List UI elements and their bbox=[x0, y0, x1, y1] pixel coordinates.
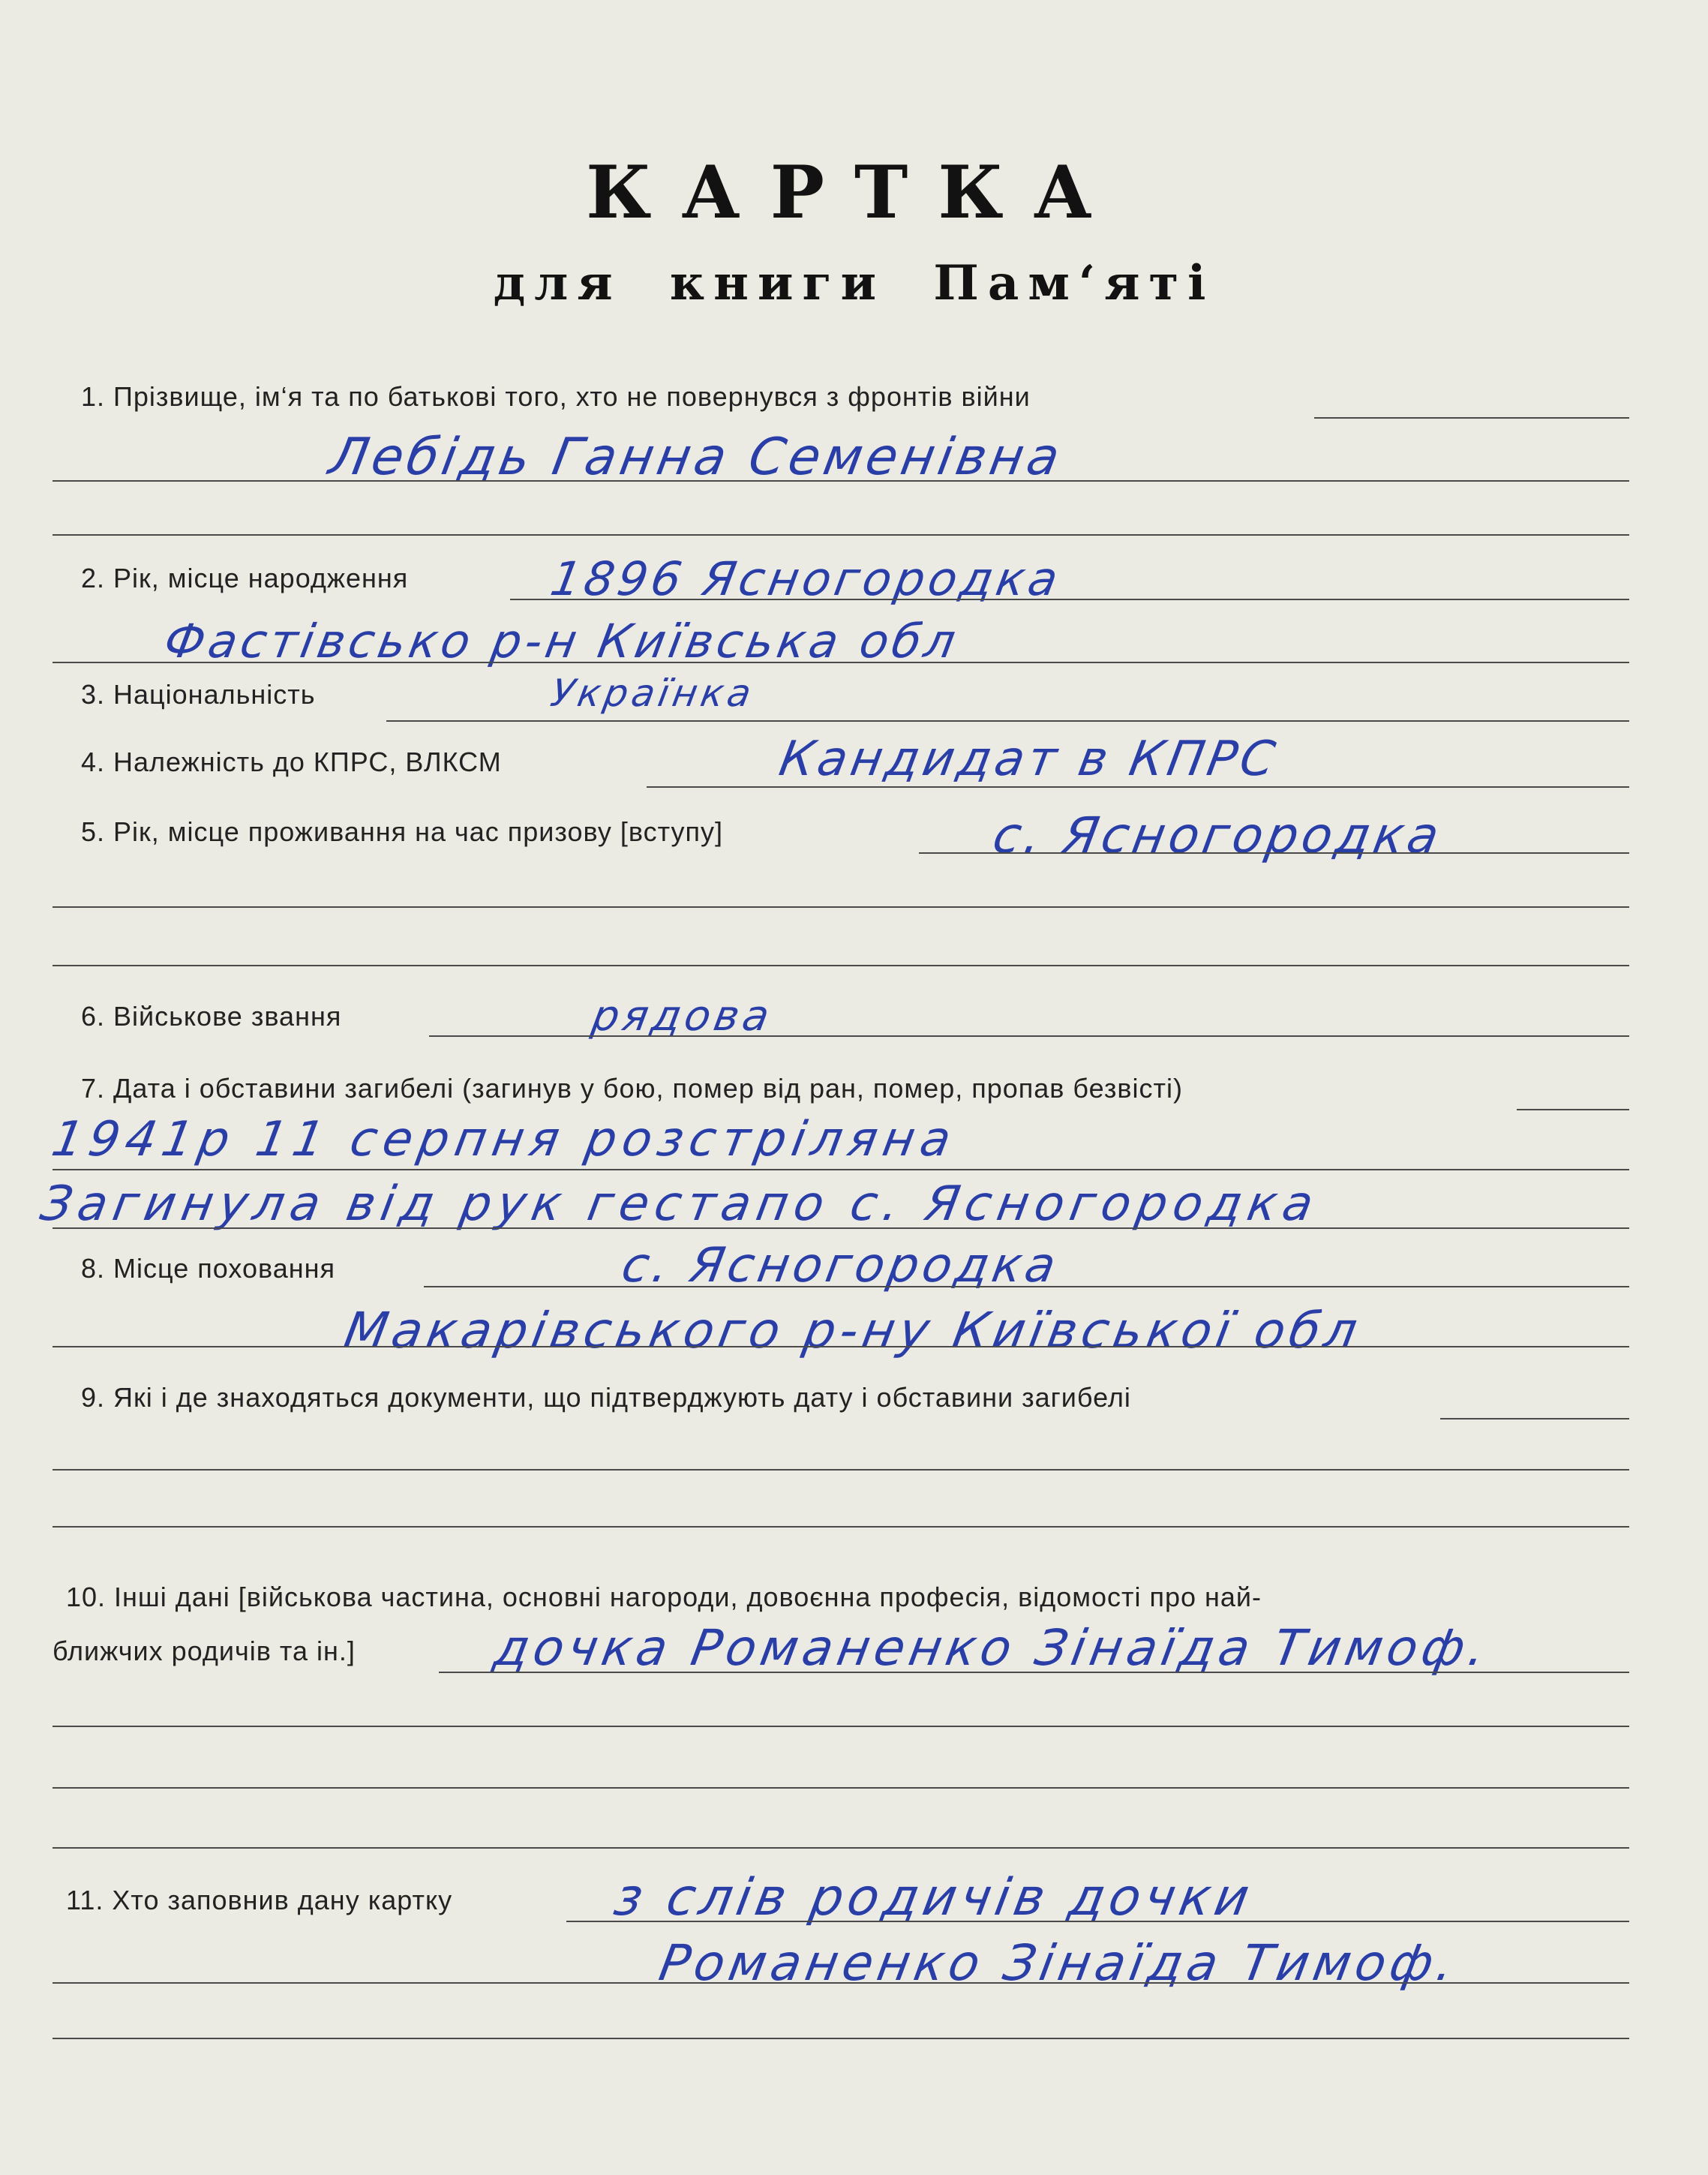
field-11-label: 11. Хто заповнив дану картку bbox=[66, 1885, 453, 1915]
field-6-value: рядова bbox=[588, 992, 777, 1041]
field-7-line-2 bbox=[53, 1169, 1629, 1170]
field-2-line bbox=[510, 599, 1629, 600]
field-6-label: 6. Військове звання bbox=[81, 1001, 342, 1032]
field-2-value-line1: 1896 Ясногородка bbox=[546, 551, 1066, 606]
field-1-line-2 bbox=[53, 480, 1629, 482]
field-2-value-line2: Фастівсько р-н Київська обл bbox=[160, 614, 964, 668]
field-8-value-line2: Макарівського р-ну Київської обл bbox=[340, 1302, 1366, 1359]
field-10-line bbox=[439, 1672, 1629, 1673]
field-3-value: Українка bbox=[547, 671, 758, 715]
field-5-line-2 bbox=[53, 906, 1629, 908]
field-11-line-3 bbox=[53, 2038, 1629, 2039]
field-5-line-3 bbox=[53, 965, 1629, 966]
field-2-line-2 bbox=[53, 662, 1629, 663]
field-7-line bbox=[1517, 1109, 1629, 1110]
field-10-line-4 bbox=[53, 1847, 1629, 1849]
field-11-value-line2: Романенко Зінаїда Тимоф. bbox=[655, 1934, 1463, 1992]
card-title: КАРТКА bbox=[586, 150, 1122, 235]
field-8-line-2 bbox=[53, 1346, 1629, 1347]
field-5-value: с. Ясногородка bbox=[989, 807, 1447, 864]
field-9-label: 9. Які і де знаходяться документи, що підтверджують дату і обставини загибелі bbox=[81, 1382, 1131, 1413]
field-5-line bbox=[919, 852, 1629, 854]
field-11-value-line1: з слів родичів дочки bbox=[610, 1868, 1258, 1927]
field-2-label: 2. Рік, місце народження bbox=[81, 563, 409, 593]
field-7-value-line1: 1941р 11 серпня розстріляна bbox=[47, 1112, 962, 1167]
field-9-line bbox=[1440, 1418, 1629, 1419]
field-4-value: Кандидат в КПРС bbox=[775, 732, 1283, 787]
field-8-label: 8. Місце поховання bbox=[81, 1253, 335, 1284]
field-4-line bbox=[647, 786, 1629, 788]
field-8-value-line1: с. Ясногородка bbox=[617, 1238, 1064, 1293]
field-7-line-3 bbox=[53, 1227, 1629, 1229]
field-10-line-2 bbox=[53, 1726, 1629, 1727]
field-1-line bbox=[1314, 417, 1629, 419]
field-5-label: 5. Рік, місце проживання на час призову [вступу] bbox=[81, 816, 723, 847]
field-4-label: 4. Належність до КПРС, ВЛКСМ bbox=[81, 747, 502, 777]
field-3-label: 3. Національність bbox=[81, 679, 316, 710]
field-7-label: 7. Дата і обставини загибелі (загинув у бою, помер від ран, помер, пропав безвісті) bbox=[81, 1073, 1183, 1104]
field-9-line-2 bbox=[53, 1469, 1629, 1471]
field-6-line bbox=[429, 1035, 1629, 1037]
field-10-line-3 bbox=[53, 1787, 1629, 1789]
field-1-line-3 bbox=[53, 534, 1629, 536]
field-7-value-line2: Загинула від рук гестапо с. Ясногородка bbox=[36, 1176, 1324, 1232]
field-10-label-line1: 10. Інші дані [військова частина, основні нагороди, довоєнна професія, відомості про най- bbox=[66, 1582, 1262, 1612]
field-8-line bbox=[424, 1286, 1629, 1287]
field-11-line bbox=[566, 1921, 1629, 1922]
field-9-line-3 bbox=[53, 1526, 1629, 1528]
field-10-value: дочка Романенко Зінаїда Тимоф. bbox=[490, 1619, 1495, 1677]
field-10-label-line2: ближчих родичів та ін.] bbox=[53, 1636, 356, 1666]
field-11-line-2 bbox=[53, 1982, 1629, 1984]
field-1-label: 1. Прізвище, ім‘я та по батькові того, хто не повернувся з фронтів війни bbox=[81, 381, 1031, 412]
field-1-value: Лебідь Ганна Семенівна bbox=[325, 428, 1068, 487]
field-3-line bbox=[386, 720, 1629, 722]
card-subtitle: для книги Пам‘яті bbox=[493, 255, 1215, 311]
